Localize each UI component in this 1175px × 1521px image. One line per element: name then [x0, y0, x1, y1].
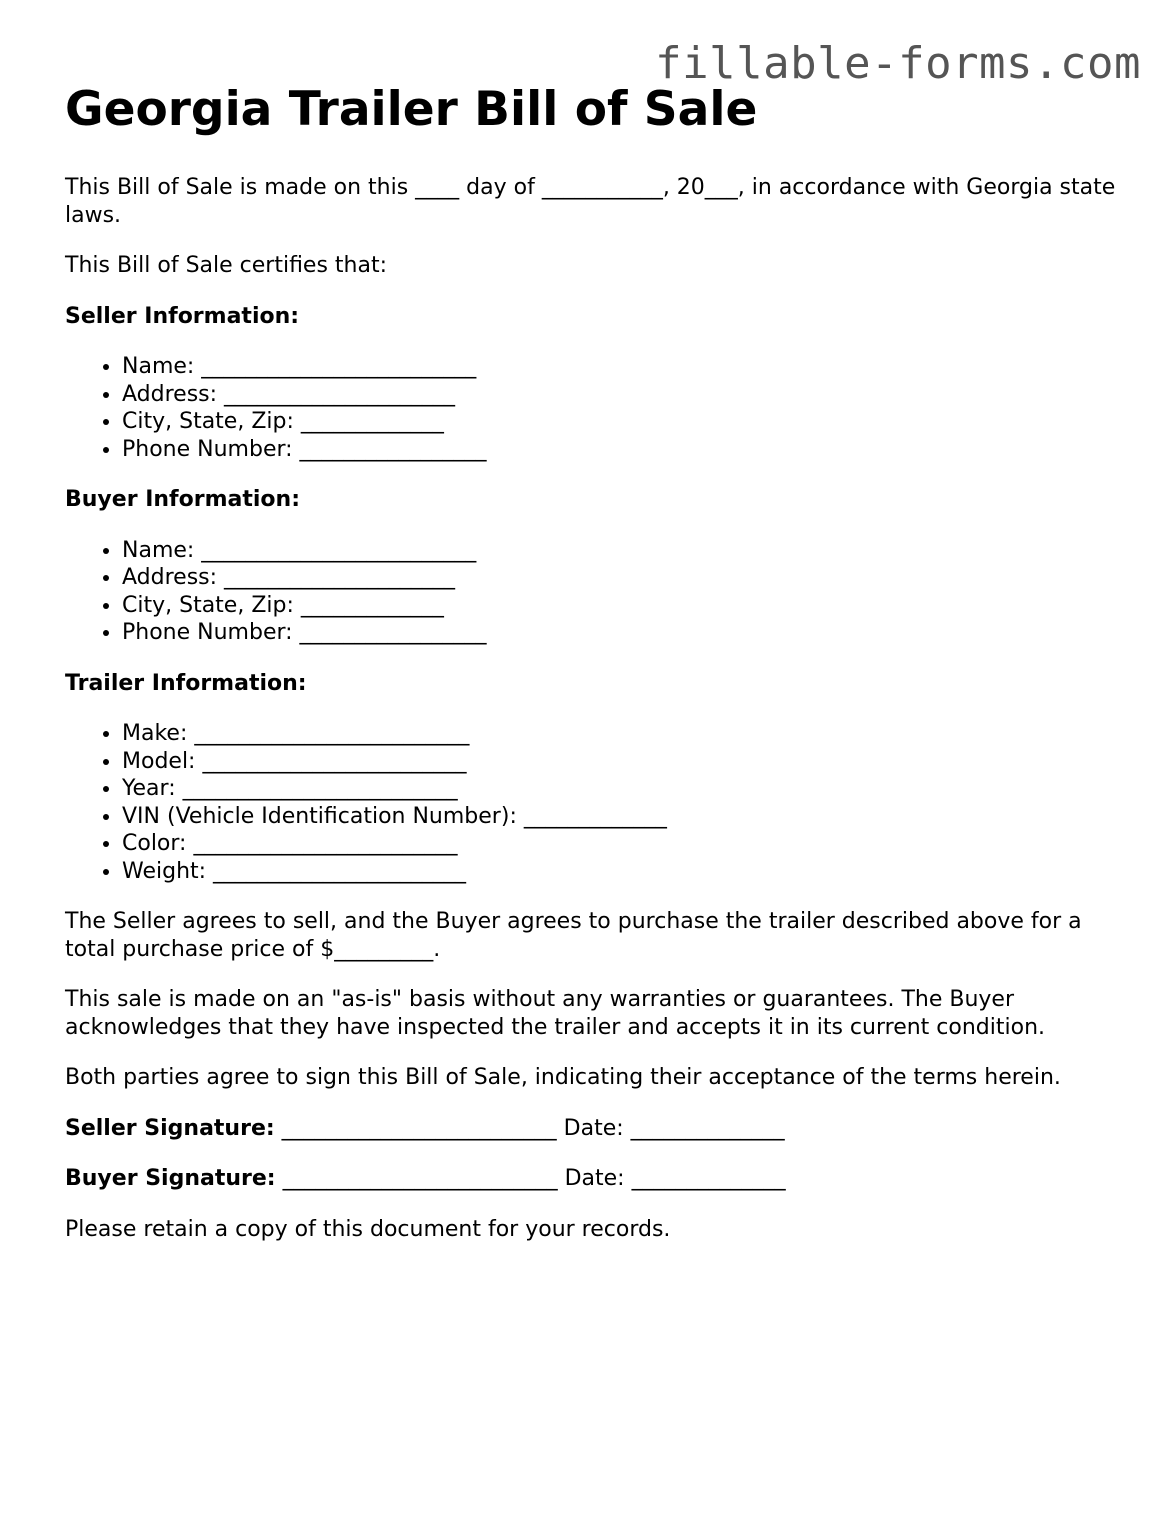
as-is-paragraph: This sale is made on an "as-is" basis without any warranties or guarantees. The Buyer acknowledges that they have inspected the trailer and accepts it in its current condition.	[65, 987, 1045, 1040]
seller-name-field: • Name: _________________________	[122, 353, 1125, 381]
trailer-color-field: • Color: ________________________	[122, 830, 1125, 858]
trailer-year-field: • Year: _________________________	[122, 775, 1125, 803]
certifies-paragraph: This Bill of Sale certifies that:	[65, 253, 388, 278]
both-parties-paragraph: Both parties agree to sign this Bill of Sale, indicating their acceptance of the terms herein.	[65, 1065, 1061, 1090]
seller-address-field: • Address: _____________________	[122, 381, 1125, 409]
buyer-city-state-zip-field: • City, State, Zip: _____________	[122, 592, 1125, 620]
trailer-info-heading: Trailer Information:	[65, 670, 307, 696]
trailer-vin-field: • VIN (Vehicle Identification Number): _____________	[122, 803, 1125, 831]
buyer-signature-line	[65, 1165, 1125, 1193]
document-title: Georgia Trailer Bill of Sale	[65, 82, 758, 137]
trailer-info-list	[65, 720, 1125, 885]
buyer-info-list	[65, 537, 1125, 647]
seller-phone-field: • Phone Number: _________________	[122, 436, 1125, 464]
trailer-make-field: • Make: _________________________	[122, 720, 1125, 748]
seller-signature-line	[65, 1115, 1125, 1143]
seller-city-state-zip-field: • City, State, Zip: _____________	[122, 408, 1125, 436]
seller-info-heading: Seller Information:	[65, 303, 300, 329]
trailer-model-field: • Model: ________________________	[122, 748, 1125, 776]
trailer-weight-field: • Weight: _______________________	[122, 858, 1125, 886]
buyer-address-field: • Address: _____________________	[122, 564, 1125, 592]
intro-paragraph: This Bill of Sale is made on this ____ day of ___________, 20___, in accordance with Georgia state laws.	[65, 175, 1116, 228]
buyer-signature-blanks: _________________________ Date: ______________	[275, 1166, 786, 1191]
watermark: fillable-forms.com	[655, 38, 1141, 89]
buyer-name-field: • Name: _________________________	[122, 537, 1125, 565]
seller-info-list	[65, 353, 1125, 463]
buyer-phone-field: • Phone Number: _________________	[122, 619, 1125, 647]
agreement-paragraph: The Seller agrees to sell, and the Buyer agrees to purchase the trailer described above for a total purchase price of $_________.	[65, 909, 1082, 962]
buyer-info-heading: Buyer Information:	[65, 487, 300, 512]
document-page	[65, 82, 1125, 1266]
seller-signature-blanks: _________________________ Date: ______________	[274, 1115, 785, 1141]
seller-signature-label: Seller Signature:	[65, 1115, 275, 1141]
buyer-signature-label: Buyer Signature:	[65, 1166, 276, 1191]
retain-paragraph: Please retain a copy of this document for your records.	[65, 1216, 671, 1242]
